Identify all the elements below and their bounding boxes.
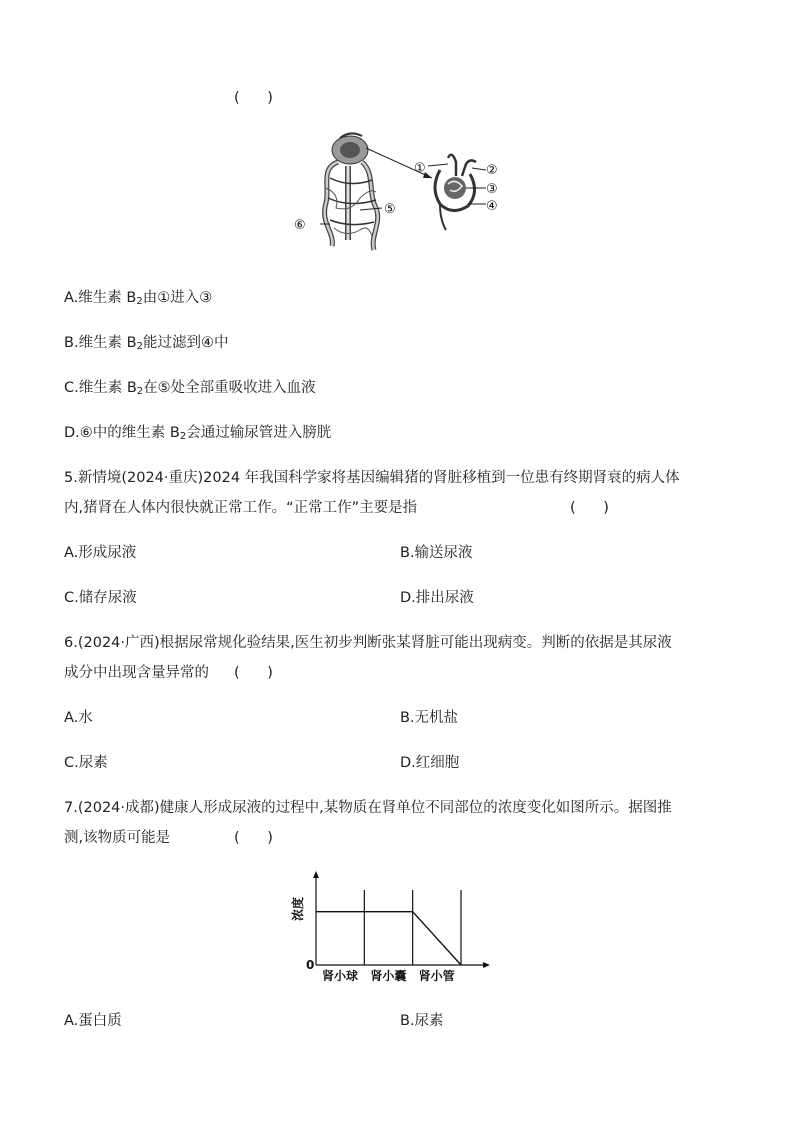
- x-tick-label: 肾小囊: [370, 969, 407, 983]
- q6-stem-line2: 成分中出现含量异常的: [64, 665, 209, 681]
- q5-option-a[interactable]: A.形成尿液: [64, 545, 137, 561]
- y-axis-arrow: [313, 871, 319, 878]
- q5-stem-line2: 内,猪肾在人体内很快就正常工作。“正常工作”主要是指: [64, 500, 418, 516]
- q7-option-b[interactable]: B.尿素: [400, 1013, 444, 1029]
- concentration-chart: [290, 870, 510, 990]
- q7-answer-paren[interactable]: ( ): [234, 830, 273, 846]
- x-tick-label: 肾小管: [418, 969, 455, 983]
- label-3: ③: [486, 182, 498, 197]
- q6-option-b[interactable]: B.无机盐: [400, 710, 459, 726]
- q6-option-d[interactable]: D.红细胞: [400, 755, 460, 771]
- q5-stem-line1: 5.新情境(2024·重庆)2024 年我国科学家将基因编辑猪的肾脏移植到一位患有终期肾衰的病人体: [64, 470, 680, 486]
- q5-answer-paren[interactable]: ( ): [570, 500, 609, 516]
- y-axis-label: 浓度: [291, 897, 305, 922]
- x-axis-arrow: [483, 962, 490, 968]
- q7-stem-line2: 测,该物质可能是: [64, 830, 171, 846]
- label-5: ⑤: [384, 202, 396, 217]
- q6-option-c[interactable]: C.尿素: [64, 755, 108, 771]
- q6-option-a[interactable]: A.水: [64, 710, 93, 726]
- q4-option-d[interactable]: D.⑥中的维生素 $B_2$会通过输尿管进入膀胱: [64, 425, 332, 442]
- q4-answer-paren[interactable]: ( ): [234, 90, 273, 106]
- q7-option-a[interactable]: A.蛋白质: [64, 1013, 122, 1029]
- q5-option-c[interactable]: C.储存尿液: [64, 590, 137, 606]
- label-4: ④: [486, 199, 498, 214]
- q4-option-c[interactable]: C.维生素 $B_2$在⑤处全部重吸收进入血液: [64, 380, 316, 397]
- nephron-figure: [290, 128, 510, 258]
- label-1: ①: [414, 161, 426, 176]
- q5-option-b[interactable]: B.输送尿液: [400, 545, 473, 561]
- q5-option-d[interactable]: D.排出尿液: [400, 590, 474, 606]
- q4-option-a[interactable]: A.维生素 $B_2$由①进入③: [64, 290, 213, 307]
- origin-label: 0: [306, 958, 315, 972]
- concentration-series-line: [316, 912, 461, 965]
- q6-stem-line1: 6.(2024·广西)根据尿常规化验结果,医生初步判断张某肾脏可能出现病变。判断的依据是其尿液: [64, 635, 672, 651]
- label-2: ②: [486, 163, 498, 178]
- q4-option-b[interactable]: B.维生素 $B_2$能过滤到④中: [64, 335, 229, 352]
- label-6: ⑥: [294, 218, 306, 233]
- q6-answer-paren[interactable]: ( ): [234, 665, 273, 681]
- q7-stem-line1: 7.(2024·成都)健康人形成尿液的过程中,某物质在肾单位不同部位的浓度变化如图所示。据图推: [64, 800, 672, 816]
- x-tick-label: 肾小球: [321, 969, 359, 983]
